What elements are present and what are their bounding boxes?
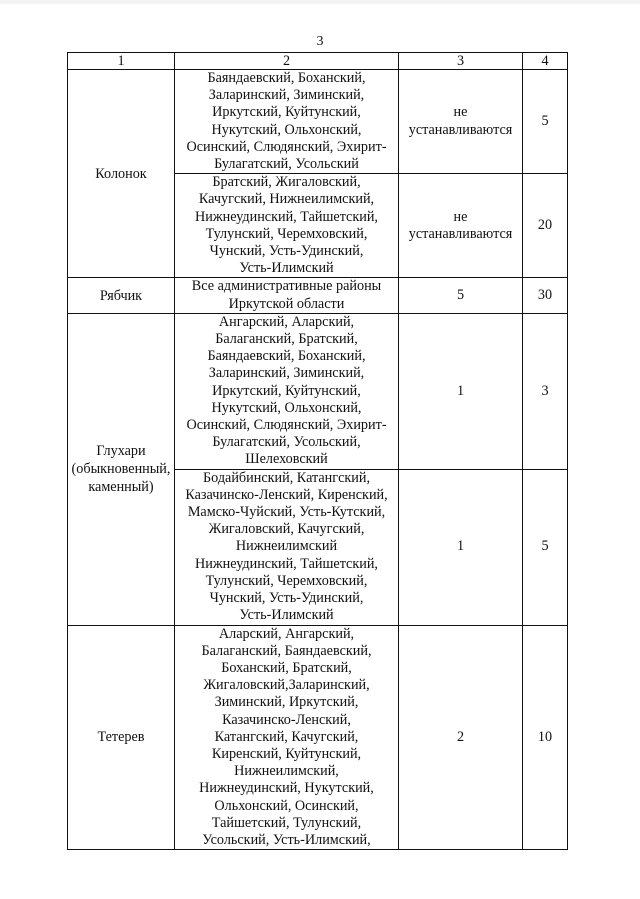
header-cell-3: 3	[399, 53, 523, 70]
district-line: Чунский, Усть-Удинский,	[209, 243, 364, 260]
district-line: Баяндаевский, Боханский,	[207, 348, 366, 365]
districts-cell	[175, 469, 399, 625]
species-cell: Глухари (обыкновенный, каменный)	[68, 313, 175, 625]
district-line: Усть-Илимский	[239, 607, 334, 624]
district-line: Нижнеилимский	[235, 538, 338, 555]
header-row	[68, 53, 568, 70]
district-line: Киренский, Куйтунский,	[211, 745, 362, 762]
district-line: Качугский, Нижнеилимский,	[198, 191, 375, 208]
district-line: Нижнеудинский, Тайшетский,	[195, 555, 378, 572]
district-line: Чунский, Усть-Удинский,	[209, 590, 364, 607]
table-row	[68, 625, 568, 850]
hunting-limits-table	[67, 52, 568, 850]
species-cell: Рябчик	[68, 278, 175, 313]
district-line: Иркутской области	[228, 295, 345, 312]
col4-cell: 5	[523, 70, 568, 174]
species-cell: Тетерев	[68, 625, 175, 850]
districts-cell	[175, 70, 399, 174]
district-line: Братский, Жигаловский,	[212, 174, 361, 191]
col3-cell: 1	[399, 313, 523, 469]
district-line: Тулунский, Черемховский,	[205, 225, 368, 242]
district-line: Балаганский, Баяндаевский,	[201, 642, 372, 659]
district-line: Казачинско-Ленский,	[222, 711, 351, 728]
district-line: Иркутский, Куйтунский,	[212, 382, 361, 399]
col3-cell: 2	[399, 625, 523, 850]
district-line: Иркутский, Куйтунский,	[212, 104, 361, 121]
table-row	[68, 70, 568, 174]
district-line: Тулунский, Черемховский,	[205, 572, 368, 589]
col4-cell: 10	[523, 625, 568, 850]
header-cell-1: 1	[68, 53, 175, 70]
district-line: Боханский, Братский,	[221, 659, 352, 676]
district-line: Мамско-Чуйский, Усть-Кутский,	[187, 504, 386, 521]
district-line: Осинский, Слюдянский, Эхирит-	[186, 138, 387, 155]
district-line: Жигаловский,Заларинский,	[203, 677, 370, 694]
district-line: Катангский, Качугский,	[214, 728, 359, 745]
col3-cell: не устанавливаются	[399, 70, 523, 174]
header-cell-4: 4	[523, 53, 568, 70]
district-line: Заларинский, Зиминский,	[208, 365, 365, 382]
col3-cell: 5	[399, 278, 523, 313]
district-line: Нижнеилимский,	[234, 763, 339, 780]
col4-cell: 3	[523, 313, 568, 469]
col3-cell: не устанавливаются	[399, 174, 523, 278]
district-line: Все административные районы	[191, 278, 382, 295]
species-cell: Колонок	[68, 70, 175, 278]
districts-cell	[175, 174, 399, 278]
district-line: Тайшетский, Тулунский,	[211, 814, 362, 831]
header-cell-2: 2	[175, 53, 399, 70]
table-body	[68, 70, 568, 850]
col4-cell: 20	[523, 174, 568, 278]
page-number: 3	[316, 34, 324, 49]
district-line: Аларский, Ангарский,	[218, 625, 355, 642]
district-line: Баяндаевский, Боханский,	[207, 70, 366, 86]
district-line: Усольский, Усть-Илимский,	[202, 831, 371, 848]
district-line: Жигаловский, Качугский,	[208, 521, 365, 538]
col4-cell: 30	[523, 278, 568, 313]
district-line: Нукутский, Ольхонский,	[211, 399, 362, 416]
scan-edge	[0, 0, 640, 4]
district-line: Ольхонский, Осинский,	[214, 797, 359, 814]
district-line: Заларинский, Зиминский,	[208, 87, 365, 104]
col4-cell: 5	[523, 469, 568, 625]
districts-cell	[175, 278, 399, 313]
district-line: Нукутский, Ольхонский,	[211, 121, 362, 138]
district-line: Балаганский, Братский,	[215, 331, 358, 348]
table-row	[68, 278, 568, 313]
district-line: Казачинско-Ленский, Киренский,	[185, 486, 388, 503]
table-row	[68, 313, 568, 469]
district-line: Булагатский, Усольский,	[212, 434, 361, 451]
district-line: Усть-Илимский	[239, 260, 334, 277]
district-line: Бодайбинский, Катангский,	[202, 469, 371, 486]
district-line: Нижнеудинский, Тайшетский,	[195, 208, 378, 225]
col3-cell: 1	[399, 469, 523, 625]
district-line: Шелеховский	[245, 451, 328, 468]
district-line: Ангарский, Аларский,	[218, 313, 355, 330]
district-line: Осинский, Слюдянский, Эхирит-	[186, 417, 387, 434]
district-line: Зиминский, Иркутский,	[214, 694, 359, 711]
districts-cell	[175, 625, 399, 850]
districts-cell	[175, 313, 399, 469]
district-line: Булагатский, Усольский	[214, 156, 359, 173]
district-line: Нижнеудинский, Нукутский,	[199, 780, 374, 797]
